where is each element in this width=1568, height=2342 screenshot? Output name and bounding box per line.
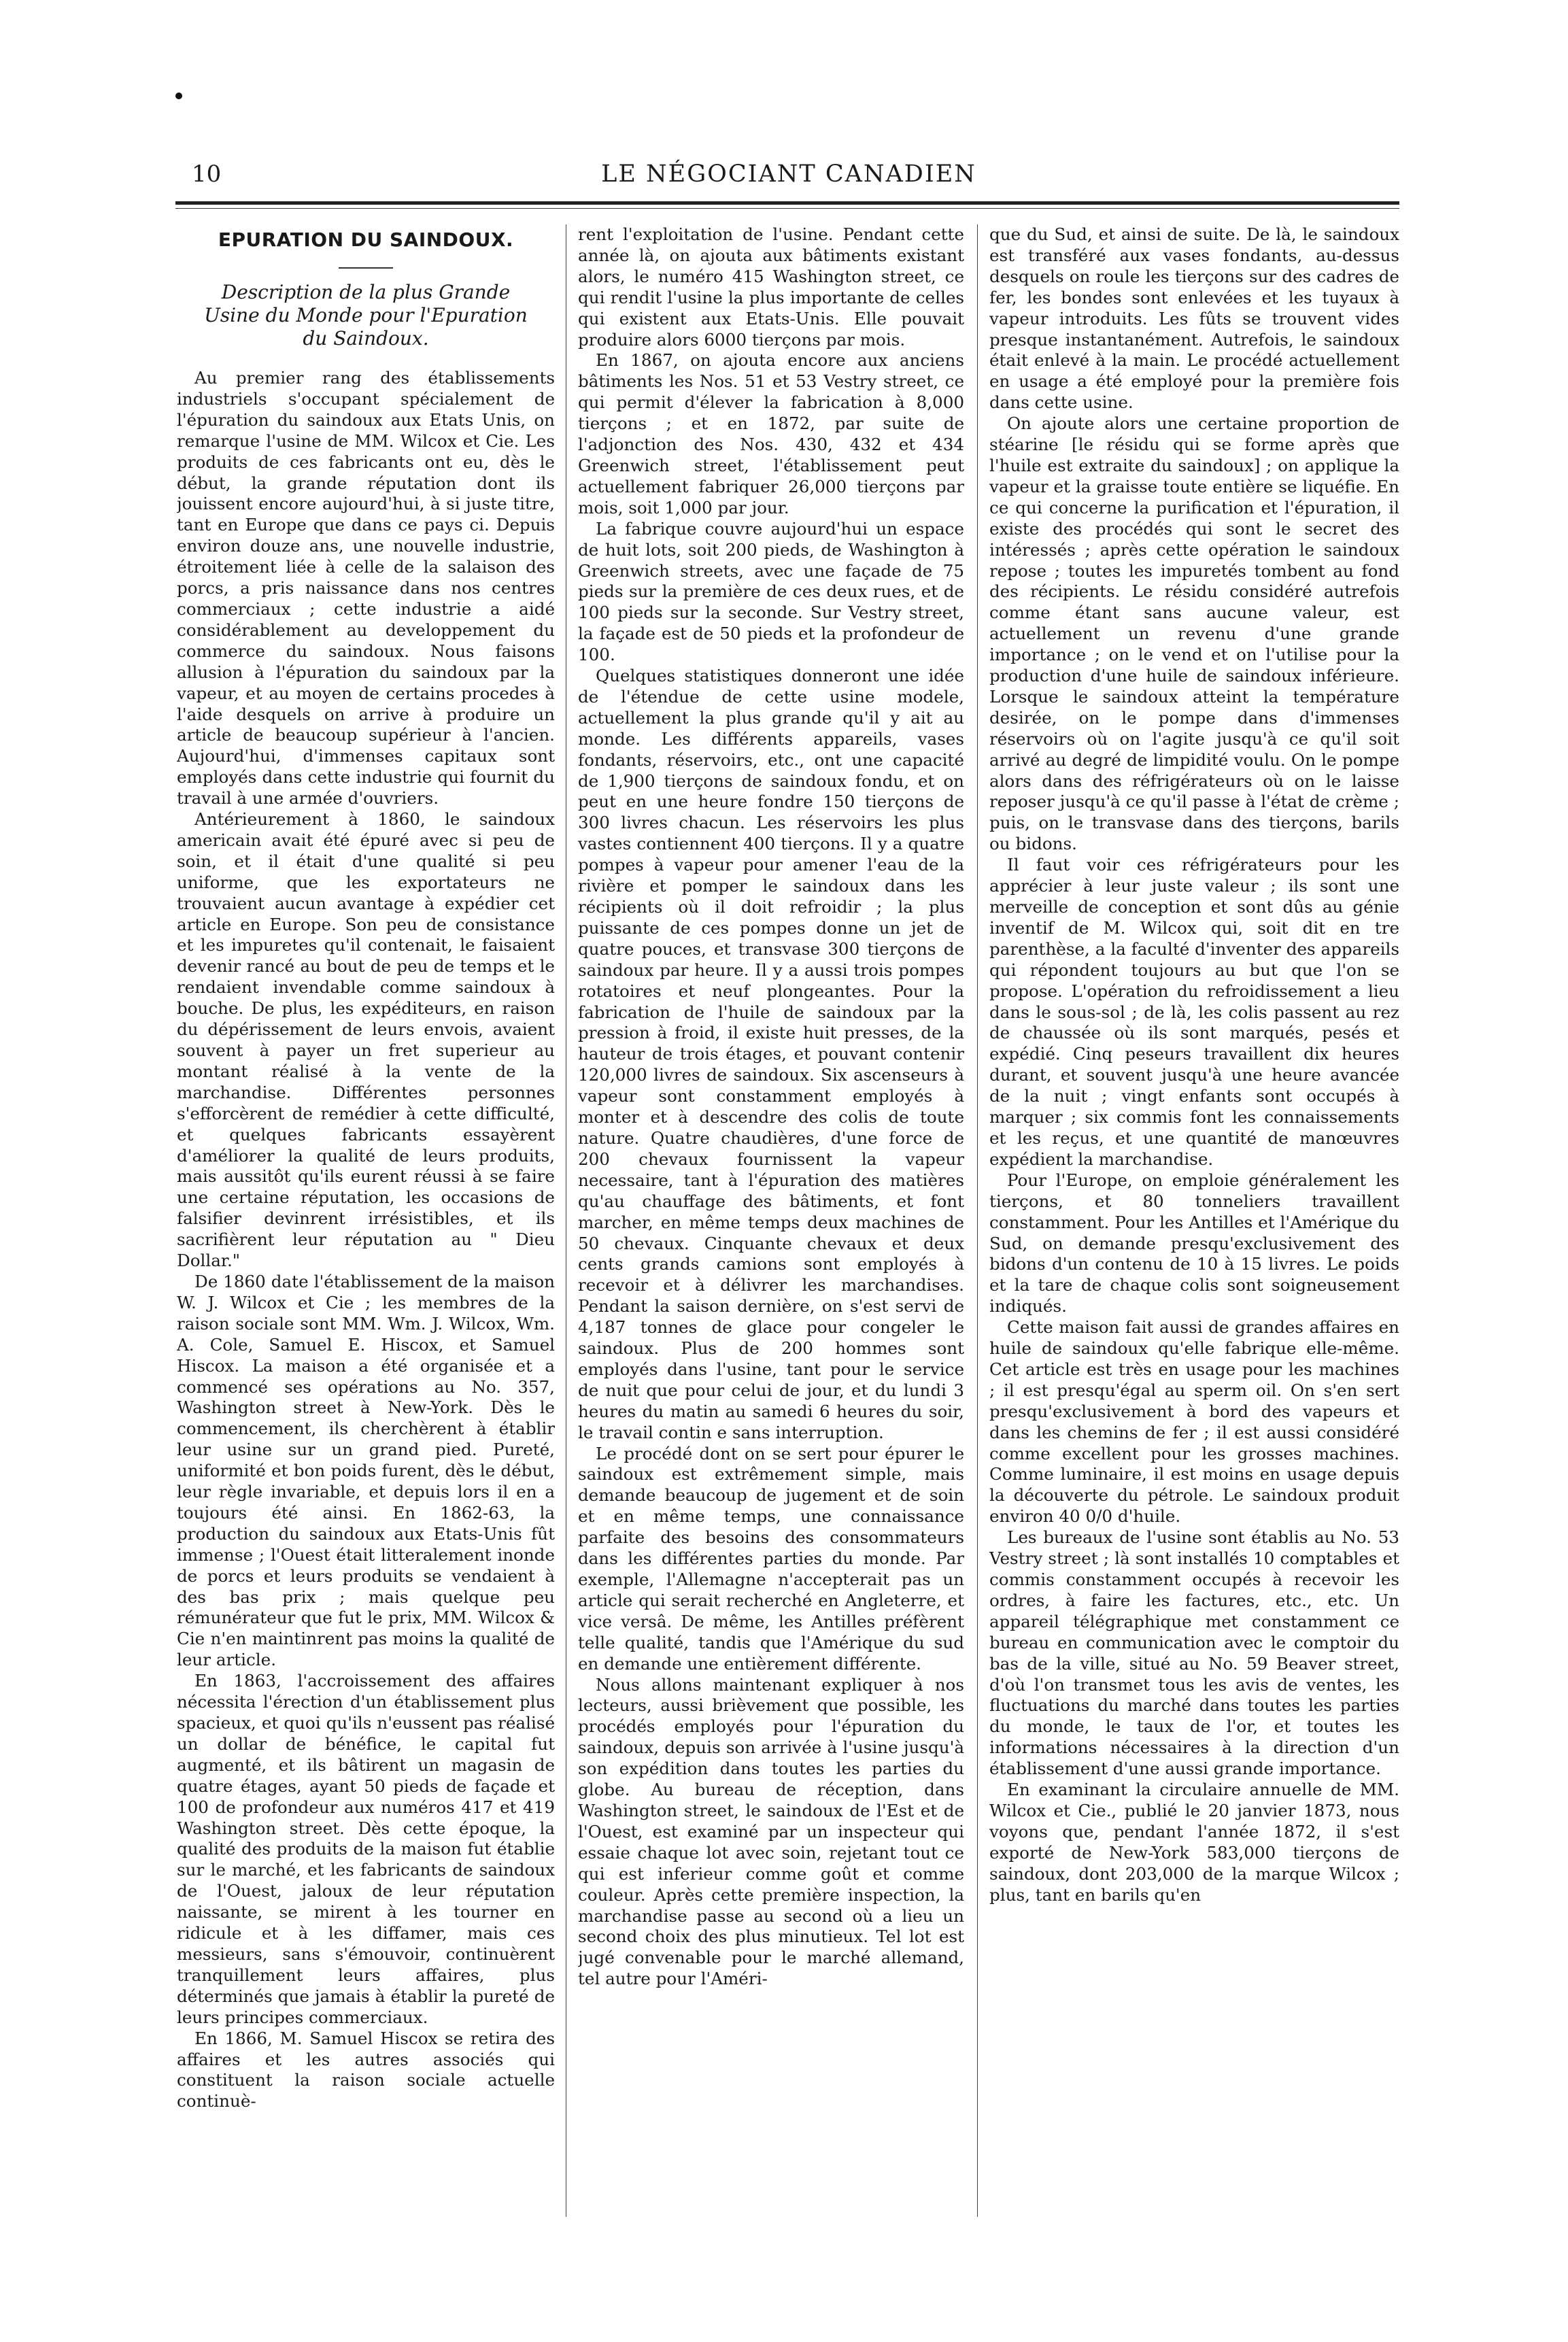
paragraph: rent l'exploitation de l'usine. Pendant cette année là, on ajouta aux bâtiments existant alors, le numéro 415 Washington street, ce qui rendit l'usine la plus importante de celles qui existent aux Etats-Unis. Elle pouvait produire alors 6000 tierçons par mois. [578, 224, 964, 350]
paragraph: Le procédé dont on se sert pour épurer le saindoux est extrêmement simple, mais demande beaucoup de jugement et de soin et en même temps, une connaissance parfaite des besoins des consommateurs dans les différentes parties du monde. Par exemple, l'Allemagne n'accepterait pas un article qui serait recherché en Angleterre, et vice versâ. De même, les Antilles préfèrent telle qualité, tandis que l'Amérique du sud en demande une entièrement différente. [578, 1443, 964, 1674]
title-rule [339, 267, 393, 269]
paragraph: En 1866, M. Samuel Hiscox se retira des affaires et les autres associés qui constituent la raison sociale actuelle continuè- [177, 2028, 555, 2111]
paragraph: Cette maison fait aussi de grandes affaires en huile de saindoux qu'elle fabrique elle-même. Cet article est très en usage pour les machines ; il est presqu'égal au sperm oil. On s'en sert presqu'exclusivement à bord des vapeurs et dans les chemins de fer ; il est aussi considéré comme excellent pour les grosses machines. Comme luminaire, il est moins en usage depuis la découverte du pétrole. Le saindoux produit environ 40 0/0 d'huile. [989, 1317, 1399, 1527]
paragraph: De 1860 date l'établissement de la maison W. J. Wilcox et Cie ; les membres de la raison sociale sont MM. Wm. J. Wilcox, Wm. A. Cole, Samuel E. Hiscox, et Samuel Hiscox. La maison a été organisée et a commencé ses opérations au No. 357, Washington street à New-York. Dès le commencement, ils cherchèrent à établir leur usine sur un grand pied. Pureté, uniformité et bon poids furent, dès le début, leur règle invariable, et depuis lors il en a toujours été ainsi. En 1862-63, la production du saindoux aux Etats-Unis fût immense ; l'Ouest était litteralement inonde de porcs et leurs produits se vendaient à des bas prix ; mais quelque peu rémunérateur que fut le prix, MM. Wilcox & Cie n'en maintinrent pas moins la qualité de leur article. [177, 1271, 555, 1670]
paragraph: Quelques statistiques donneront une idée de l'étendue de cette usine modele, actuellement la plus grande qu'il y ait au monde. Les différents appareils, vases fondants, réservoirs, etc., ont une capacité de 1,900 tierçons de saindoux fondu, et on peut en une heure fondre 150 tierçons de 300 livres chacun. Les réservoirs les plus vastes contiennent 400 tierçons. Il y a quatre pompes à vapeur pour amener l'eau de la rivière et pomper le saindoux dans les récipients où il doit refroidir ; la plus puissante de ces pompes donne un jet de quatre pouces, et transvase 300 tierçons de saindoux par heure. Il y a aussi trois pompes rotatoires et neuf plongeantes. Pour la fabrication de l'huile de saindoux par la pression à froid, il existe huit presses, de la hauteur de trois étages, et pouvant contenir 120,000 livres de saindoux. Six ascenseurs à vapeur sont constamment employés à monter et à descendre des colis de toute nature. Quatre chaudières, d'une force de 200 chevaux fournissent la vapeur necessaire, tant à l'épuration des matières qu'au chauffage des bâtiments, et font marcher, en même temps deux machines de 50 chevaux. Cinquante chevaux et deux cents grands camions sont employés à recevoir et à délivrer les marchandises. Pendant la saison dernière, on s'est servi de 4,187 tonnes de glace pour congeler le saindoux. Plus de 200 hommes sont employés dans l'usine, tant pour le service de nuit que pour celui de jour, et du lundi 3 heures du matin au samedi 6 heures du soir, le travail contin e sans interruption. [578, 666, 964, 1442]
header-rule-thin [175, 208, 1399, 209]
paragraph: On ajoute alors une certaine proportion de stéarine [le résidu qui se forme après que l'huile est extraite du saindoux] ; on applique la vapeur et la graisse toute entière se liquéfie. En ce qui concerne la purification et l'épuration, il existe des procédés qui sont le secret des intéressés ; après cette opération le saindoux repose ; toutes les impuretés tombent au fond des récipients. Le résidu considéré autrefois comme étant sans aucune valeur, est actuellement un revenu d'une grande importance ; on le vend et on l'utilise pour la production d'une huile de saindoux inférieure. Lorsque le saindoux atteint la température desirée, on le pompe dans d'immenses réservoirs où on l'agite jusqu'à ce qu'il soit arrivé au degré de limpidité voulu. On le pompe alors dans des réfrigérateurs où on le laisse reposer jusqu'à ce qu'il passe à l'état de crème ; puis, on le transvase dans des tierçons, barils ou bidons. [989, 413, 1399, 854]
paragraph: que du Sud, et ainsi de suite. De là, le saindoux est transféré aux vases fondants, au-dessus desquels on roule les tierçons sur des cadres de fer, les bondes sont enlevées et les tuyaux à vapeur introduits. Les fûts se trouvent vides presque instantanément. Autrefois, le saindoux était enlevé à la main. Le procédé actuellement en usage a été employé pour la première fois dans cette usine. [989, 224, 1399, 413]
paragraph: Nous allons maintenant expliquer à nos lecteurs, aussi brièvement que possible, les procédés employés pour l'épuration du saindoux, depuis son arrivée à l'usine jusqu'à son expédition dans toutes les parties du globe. Au bureau de réception, dans Washington street, le saindoux de l'Est et de l'Ouest, est examiné par un inspecteur qui essaie chaque lot avec soin, rejetant tout ce qui est inferieur comme goût et comme couleur. Après cette première inspection, la marchandise passe au second où a lieu un second choix des plus minutieux. Tel lot est jugé convenable pour le marché allemand, tel autre pour l'Améri- [578, 1674, 964, 1989]
column-1 [177, 224, 555, 2210]
paragraph: Au premier rang des établissements industriels s'occupant spécialement de l'épuration du saindoux aux Etats Unis, on remarque l'usine de MM. Wilcox et Cie. Les produits de ces fabricants ont eu, dès le début, la grande réputation dont ils jouissent encore aujourd'hui, à si juste titre, tant en Europe que dans ce pays ci. Depuis environ douze ans, une nouvelle industrie, étroitement liée à celle de la salaison des porcs, a pris naissance dans nos centres commerciaux ; cette industrie a aidé considérablement au developpement du commerce du saindoux. Nous faisons allusion à l'épuration du saindoux par la vapeur, et au moyen de certains procedes à l'aide desquels on arrive à produire un article de beaucoup supérieur à l'ancien. Aujourd'hui, d'immenses capitaux sont employés dans cette industrie qui fournit du travail à une armée d'ouvriers. [177, 368, 555, 809]
column-divider [977, 224, 978, 2217]
paragraph: Les bureaux de l'usine sont établis au No. 53 Vestry street ; là sont installés 10 comptables et commis constamment occupés à recevoir les ordres, à faire les factures, etc., etc. Un appareil télégraphique met constamment ce bureau en communication avec le comptoir du bas de la ville, situé au No. 59 Beaver street, d'où l'on transmet tous les avis de ventes, les fluctuations du marché dans toutes les parties du monde, le taux de l'or, et toutes les informations nécessaires à la direction d'un établissement d'une aussi grande importance. [989, 1527, 1399, 1779]
article-subtitle: Description de la plus Grande Usine du Monde pour l'Epuration du Saindoux. [204, 281, 528, 350]
paragraph: En 1867, on ajouta encore aux anciens bâtiments les Nos. 51 et 53 Vestry street, ce qui permit d'élever la fabrication à 8,000 tierçons ; et en 1872, par suite de l'adjonction des Nos. 430, 432 et 434 Greenwich street, l'établissement peut actuellement fabriquer 26,000 tierçons par mois, soit 1,000 par jour. [578, 350, 964, 517]
article-title: EPURATION DU SAINDOUX. [218, 228, 514, 251]
paragraph: Antérieurement à 1860, le saindoux americain avait été épuré avec si peu de soin, et il était d'une qualité si peu uniforme, que les exportateurs ne trouvaient aucun avantage à expédier cet article en Europe. Son peu de consistance et les impuretes qu'il contenait, le faisaient devenir rancé au bout de peu de temps et le rendaient invendable comme saindoux à bouche. De plus, les expéditeurs, en raison du dépérissement de leurs envois, avaient souvent à payer un fret superieur au montant réalisé à la vente de la marchandise. Différentes personnes s'efforcèrent de remédier à cette difficulté, et quelques fabricants essayèrent d'améliorer la qualité de leurs produits, mais aussitôt qu'ils eurent réussi à se faire une certaine réputation, les occasions de falsifier devinrent irrésistibles, et ils sacrifièrent leur réputation au " Dieu Dollar." [177, 809, 555, 1271]
paragraph: La fabrique couvre aujourd'hui un espace de huit lots, soit 200 pieds, de Washington à Greenwich streets, avec une façade de 75 pieds sur la première de ces deux rues, et de 100 pieds sur la seconde. Sur Vestry street, la façade est de 50 pieds et la profondeur de 100. [578, 518, 964, 665]
journal-title: LE NÉGOCIANT CANADIEN [601, 160, 976, 188]
paragraph: En examinant la circulaire annuelle de MM. Wilcox et Cie., publié le 20 janvier 1873, nous voyons que, pendant l'année 1872, il s'est exporté de New-York 583,000 tierçons de saindoux, dont 203,000 de la marque Wilcox ; plus, tant en barils qu'en [989, 1780, 1399, 1905]
ink-dot [175, 92, 182, 99]
page-number: 10 [192, 160, 222, 188]
paragraph: Il faut voir ces réfrigérateurs pour les apprécier à leur juste valeur ; ils sont une merveille de conception et sont dûs au génie inventif de M. Wilcox qui, soit dit en tre parenthèse, a la faculté d'inventer des appareils qui répondent toujours au but que l'on se propose. L'opération du refroidissement a lieu dans le sous-sol ; de là, les colis passent au rez de chaussée où ils sont marqués, pesés et expédié. Cinq peseurs travaillent dix heures durant, et souvent jusqu'à une heure avancée de la nuit ; vingt enfants sont occupés à marquer ; six commis font les connaissements et les reçus, et une quantité de manœuvres expédient la marchandise. [989, 855, 1399, 1169]
paragraph: En 1863, l'accroissement des affaires nécessita l'érection d'un établissement plus spacieux, et quoi qu'ils n'eussent pas réalisé un dollar de bénéfice, le capital fut augmenté, et ils bâtirent un magasin de quatre étages, ayant 50 pieds de façade et 100 de profondeur aux numéros 417 et 419 Washington street. Dès cette époque, la qualité des produits de la maison fut établie sur le marché, et les fabricants de saindoux de l'Ouest, jaloux de leur réputation naissante, se mirent à les tourner en ridicule et à les diffamer, mais ces messieurs, sans s'émouvoir, continuèrent tranquillement leurs affaires, plus déterminés que jamais à établir la pureté de leurs principes commerciaux. [177, 1671, 555, 2027]
column-3 [989, 224, 1399, 2210]
header-rule-thick [175, 201, 1399, 205]
page-header [177, 160, 1401, 190]
column-2 [578, 224, 964, 2210]
paragraph: Pour l'Europe, on emploie généralement les tierçons, et 80 tonneliers travaillent constamment. Pour les Antilles et l'Amérique du Sud, on demande presqu'exclusivement des bidons d'un contenu de 10 à 15 livres. Le poids et la tare de chaque colis sont soigneusement indiqués. [989, 1170, 1399, 1317]
